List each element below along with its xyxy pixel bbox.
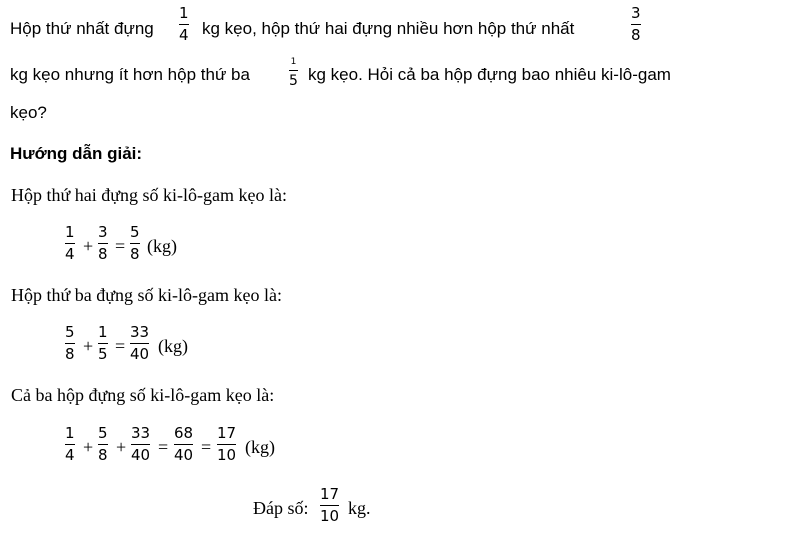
unit-label: (kg) [245,437,275,457]
fraction-denominator: 40 [131,446,151,465]
step3-fraction-a [65,426,75,463]
step2-fraction-a [65,325,75,362]
step1-fraction-a [65,225,75,262]
equals-sign: = [201,437,212,457]
step2-text: Hộp thứ ba đựng số ki-lô-gam kẹo là: [11,285,282,305]
equals-sign: = [115,236,126,256]
problem-line1-a: Hộp thứ nhất đựng [10,19,154,38]
fraction-denominator: 4 [179,26,189,45]
fraction-denominator: 5 [98,345,108,364]
step3-fraction-b [98,426,108,463]
answer-unit: kg. [348,498,371,518]
problem-fraction-3-8 [631,6,641,43]
fraction-numerator: 3 [631,4,641,22]
step2-fraction-b [98,325,108,362]
solution-heading: Hướng dẫn giải: [10,144,143,163]
step3-fraction-c [131,426,150,463]
problem-line2-a: kg kẹo nhưng ít hơn hộp thứ ba [10,65,250,84]
equals-sign: = [158,437,169,457]
fraction-numerator: 33 [131,424,151,442]
unit-label: (kg) [158,336,188,356]
plus-sign: + [83,236,94,256]
fraction-numerator: 1 [98,323,108,341]
fraction-denominator: 4 [65,245,75,264]
step3-fraction-sum [174,426,193,463]
step3-text: Cả ba hộp đựng số ki-lô-gam kẹo là: [11,385,275,405]
answer-label: Đáp số: [253,498,309,518]
fraction-numerator: 1 [290,57,297,67]
fraction-numerator: 3 [98,223,108,241]
fraction-denominator: 8 [98,245,108,264]
fraction-denominator: 8 [98,446,108,465]
step1-fraction-result [130,225,140,262]
problem-line3: kẹo? [10,103,47,122]
fraction-denominator: 10 [217,446,237,465]
fraction-denominator: 10 [320,507,340,526]
fraction-denominator: 8 [65,345,75,364]
problem-fraction-1-5 [289,58,298,88]
fraction-denominator: 40 [130,345,150,364]
fraction-denominator: 8 [130,245,140,264]
step2-fraction-result [130,325,149,362]
problem-line1-b: kg kẹo, hộp thứ hai đựng nhiều hơn hộp thứ nhất [202,19,575,38]
answer-fraction [320,487,339,524]
fraction-denominator: 8 [631,26,641,45]
fraction-numerator: 17 [217,424,237,442]
fraction-numerator: 17 [320,485,340,503]
fraction-numerator: 5 [98,424,108,442]
problem-line2-b: kg kẹo. Hỏi cả ba hộp đựng bao nhiêu ki-lô-gam [308,65,671,84]
fraction-denominator: 4 [65,446,75,465]
fraction-denominator: 40 [174,446,194,465]
fraction-numerator: 68 [174,424,194,442]
equals-sign: = [115,336,126,356]
plus-sign: + [83,437,94,457]
fraction-numerator: 1 [179,4,189,22]
step3-fraction-result [217,426,236,463]
fraction-numerator: 5 [65,323,75,341]
fraction-denominator: 5 [289,73,298,90]
fraction-numerator: 1 [65,424,75,442]
fraction-numerator: 5 [130,223,140,241]
plus-sign: + [83,336,94,356]
fraction-numerator: 1 [65,223,75,241]
fraction-numerator: 33 [130,323,150,341]
plus-sign: + [116,437,127,457]
problem-fraction-1-4 [179,6,189,43]
step1-fraction-b [98,225,108,262]
step1-text: Hộp thứ hai đựng số ki-lô-gam kẹo là: [11,185,287,205]
unit-label: (kg) [147,236,177,256]
